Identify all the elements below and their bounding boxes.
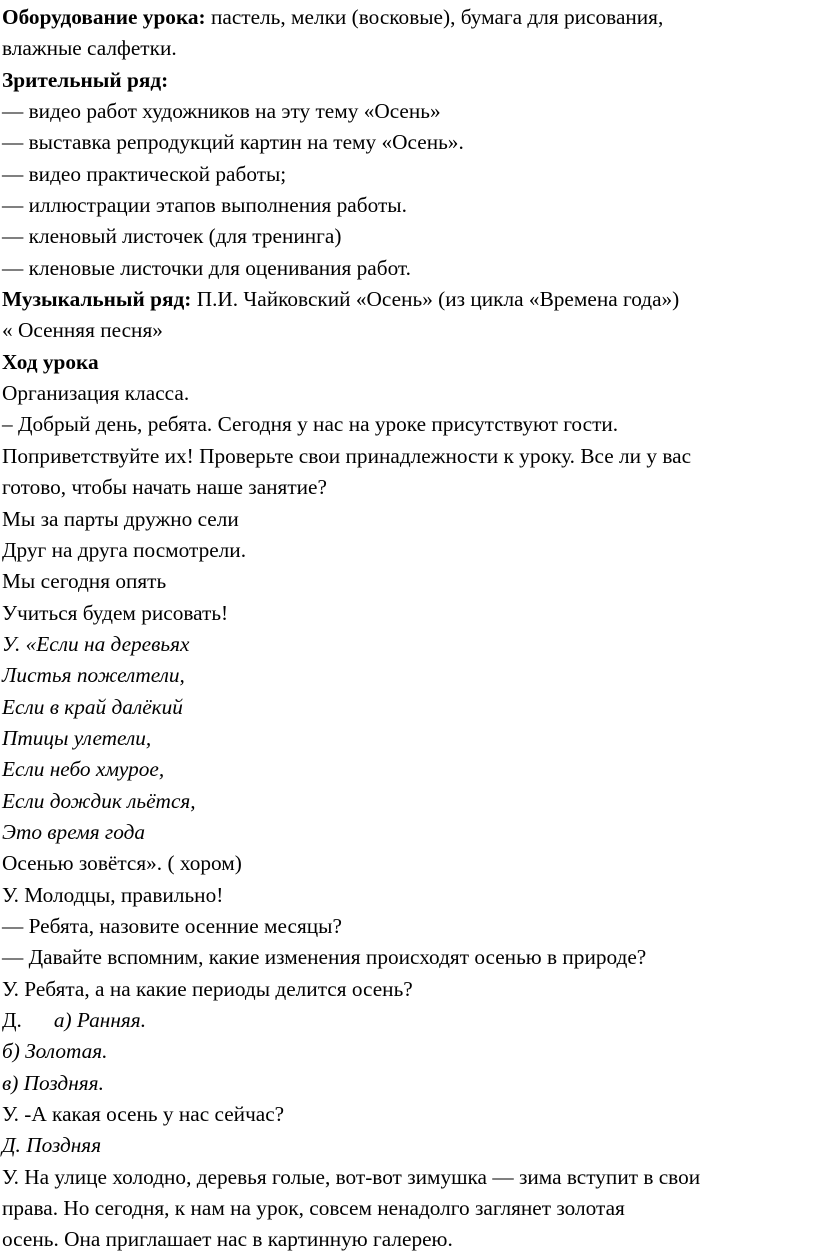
visual-item: — видео практической работы;	[2, 161, 287, 186]
text-line: права. Но сегодня, к нам на урок, совсем ненадолго заглянет золотая	[2, 1196, 625, 1221]
visual-item: — кленовые листочки для оценивания работ.	[2, 255, 411, 280]
poem-line: Друг на друга посмотрели.	[2, 537, 247, 562]
poem-line: Учиться будем рисовать!	[2, 600, 229, 625]
visual-item: — выставка репродукций картин на тему «Осень».	[2, 130, 464, 155]
poem-line: Мы за парты дружно сели	[2, 506, 239, 531]
document-page	[2, 2, 814, 1256]
music-row-line-cont: « Осенняя песня»	[2, 318, 163, 343]
riddle-line: Птицы улетели,	[2, 725, 152, 750]
text-line: готово, чтобы начать наше занятие?	[2, 475, 327, 500]
visual-item: — кленовый листочек (для тренинга)	[2, 224, 342, 249]
text-line: осень. Она приглашает нас в картинную галерею.	[2, 1227, 453, 1252]
riddle-line: Листья пожелтели,	[2, 663, 185, 688]
answer-line	[2, 1005, 814, 1036]
riddle-line: У. «Если на деревьях	[2, 631, 190, 656]
text-line: — Ребята, назовите осенние месяцы?	[2, 913, 342, 938]
music-row-label: Музыкальный ряд:	[2, 287, 192, 312]
answer-line: б) Золотая.	[2, 1039, 108, 1064]
visual-item: — иллюстрации этапов выполнения работы.	[2, 193, 407, 218]
riddle-line: Если дождик льётся,	[2, 788, 196, 813]
riddle-line: Это время года	[2, 819, 146, 844]
text-line: — Давайте вспомним, какие изменения происходят осенью в природе?	[2, 945, 647, 970]
equipment-line	[2, 2, 814, 33]
equipment-line-cont: влажные салфетки.	[2, 36, 177, 61]
music-row-line	[2, 284, 814, 315]
equipment-label: Оборудование урока:	[2, 5, 206, 29]
answer-line: Д. Поздняя	[2, 1133, 102, 1158]
answer-text: а) Ранняя.	[53, 1008, 147, 1032]
text-line: Организация класса.	[2, 381, 190, 406]
visual-item: — видео работ художников на эту тему «Осень»	[2, 99, 441, 124]
music-row-text: П.И. Чайковский «Осень» (из цикла «Времена года»)	[191, 287, 680, 312]
text-line: Осенью зовётся». ( хором)	[2, 851, 242, 876]
text-line: – Добрый день, ребята. Сегодня у нас на уроке присутствуют гости.	[2, 412, 619, 437]
text-line: Поприветствуйте их! Проверьте свои принадлежности к уроку. Все ли у вас	[2, 443, 692, 468]
answer-speaker: Д.	[2, 1008, 22, 1032]
poem-line: Мы сегодня опять	[2, 569, 167, 594]
text-line: У. Ребята, а на какие периоды делится осень?	[2, 976, 413, 1001]
text-line: У. На улице холодно, деревья голые, вот-вот зимушка — зима вступит в свои	[2, 1164, 701, 1189]
text-line: У. -А какая осень у нас сейчас?	[2, 1102, 285, 1127]
answer-line: в) Поздняя.	[2, 1070, 104, 1095]
riddle-line: Если небо хмурое,	[2, 757, 165, 782]
visual-row-heading: Зрительный ряд:	[2, 67, 169, 92]
riddle-line: Если в край далёкий	[2, 694, 183, 719]
lesson-heading: Ход урока	[2, 349, 99, 374]
equipment-text: пастель, мелки (восковые), бумага для рисования,	[205, 5, 664, 29]
text-line: У. Молодцы, правильно!	[2, 882, 224, 907]
